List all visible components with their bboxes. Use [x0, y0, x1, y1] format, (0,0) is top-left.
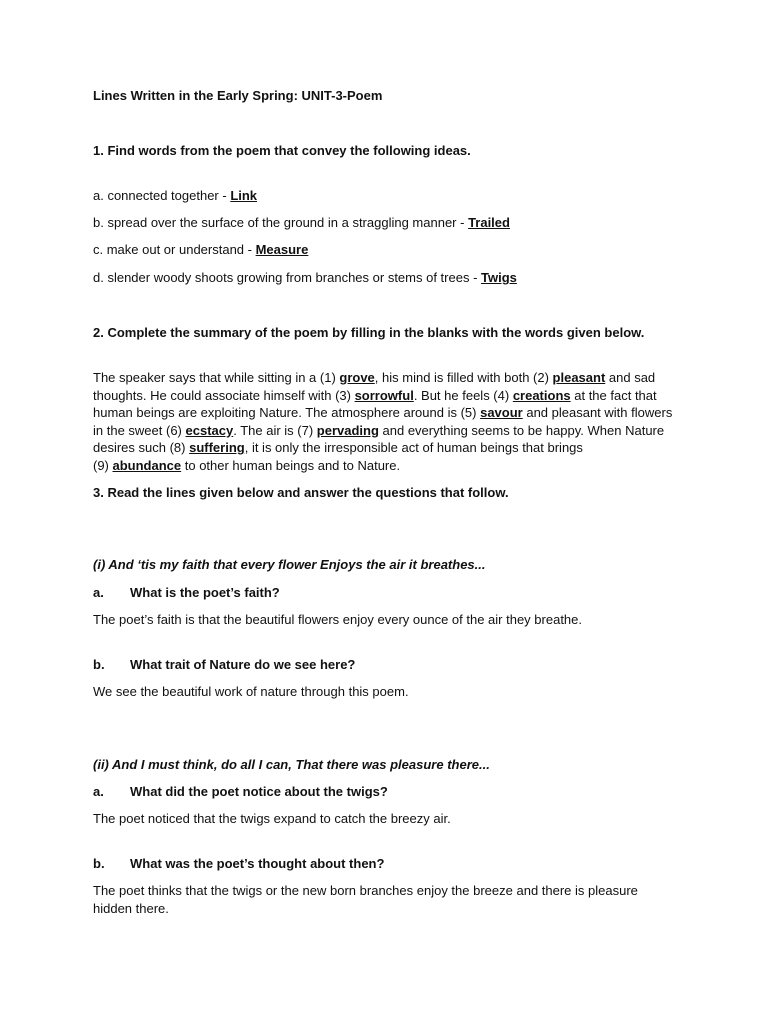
summary-text: and pleasant with flowers — [522, 405, 673, 421]
q1-item-d — [93, 269, 517, 286]
summary-text: human beings are exploiting Nature. The atmosphere around is (5) — [93, 405, 481, 421]
question-label: b. — [93, 856, 105, 871]
q1-item-c-answer: Measure — [255, 242, 309, 257]
summary-answer-8: suffering — [189, 440, 245, 456]
question-label: a. — [93, 784, 104, 799]
q1-item-a-answer: Link — [230, 188, 258, 203]
q1-item-b — [93, 214, 510, 231]
summary-text: (9) — [93, 457, 113, 473]
summary-answer-3: sorrowful — [354, 387, 414, 403]
q1-heading: 1. Find words from the poem that convey the following ideas. — [93, 143, 471, 158]
extract-2-answer-b-line-1: The poet thinks that the twigs or the new born branches enjoy the breeze and there is pleasure — [93, 883, 638, 898]
summary-text: , his mind is filled with both (2) — [374, 370, 553, 385]
q1-item-a — [93, 187, 257, 204]
summary-text: . The air is (7) — [233, 422, 317, 438]
summary-line — [93, 404, 678, 422]
summary-line — [93, 439, 678, 457]
q1-item-b-text: b. spread over the surface of the ground in a straggling manner - — [93, 215, 469, 230]
question-text: What did the poet notice about the twigs? — [130, 784, 388, 799]
summary-answer-9: abundance — [112, 457, 182, 473]
summary-text: to other human beings and to Nature. — [181, 457, 401, 473]
summary-text: thoughts. He could associate himself with (3) — [93, 387, 355, 403]
summary-answer-2: pleasant — [552, 370, 606, 385]
summary-line — [93, 369, 678, 387]
q2-summary-paragraph — [93, 369, 678, 475]
q1-item-b-answer: Trailed — [468, 215, 510, 230]
extract-1-answer-a: The poet’s faith is that the beautiful flowers enjoy every ounce of the air they breathe. — [93, 612, 582, 627]
summary-text: desires such (8) — [93, 440, 190, 456]
summary-text: . But he feels (4) — [413, 387, 513, 403]
summary-text: and everything seems to be happy. When Nature — [378, 422, 665, 438]
q1-item-a-text: a. connected together - — [93, 188, 231, 203]
summary-line — [93, 422, 678, 440]
summary-line — [93, 387, 678, 405]
summary-answer-1: grove — [339, 370, 375, 385]
document-title: Lines Written in the Early Spring: UNIT-3-Poem — [93, 88, 383, 103]
question-text: What was the poet’s thought about then? — [130, 856, 385, 871]
q1-item-c — [93, 241, 308, 258]
q1-item-c-text: c. make out or understand - — [93, 242, 256, 257]
summary-answer-4: creations — [512, 387, 571, 403]
extract-1-answer-b: We see the beautiful work of nature through this poem. — [93, 684, 409, 699]
summary-answer-5: savour — [480, 405, 523, 421]
extract-2-quote: (ii) And I must think, do all I can, That there was pleasure there... — [93, 757, 490, 772]
question-text: What is the poet’s faith? — [130, 585, 280, 600]
extract-1-quote: (i) And ‘tis my faith that every flower Enjoys the air it breathes... — [93, 557, 486, 572]
question-label: a. — [93, 585, 104, 600]
extract-2-question-b — [93, 855, 384, 872]
q3-heading: 3. Read the lines given below and answer the questions that follow. — [93, 485, 509, 500]
q2-heading: 2. Complete the summary of the poem by filling in the blanks with the words given below. — [93, 325, 645, 340]
summary-text: in the sweet (6) — [93, 422, 186, 438]
summary-line — [93, 457, 678, 475]
extract-1-question-b — [93, 656, 355, 673]
summary-text: and sad — [605, 370, 656, 385]
question-label: b. — [93, 657, 105, 672]
extract-2-question-a — [93, 783, 388, 800]
summary-answer-7: pervading — [316, 422, 379, 438]
summary-text: at the fact that — [570, 387, 657, 403]
summary-text: , it is only the irresponsible act of human beings that brings — [244, 440, 583, 456]
question-text: What trait of Nature do we see here? — [130, 657, 356, 672]
extract-1-question-a — [93, 584, 280, 601]
extract-2-answer-a: The poet noticed that the twigs expand to catch the breezy air. — [93, 811, 451, 826]
summary-answer-6: ecstacy — [185, 422, 234, 438]
q1-item-d-text: d. slender woody shoots growing from branches or stems of trees - — [93, 270, 482, 285]
summary-text: The speaker says that while sitting in a (1) — [93, 370, 340, 385]
q1-item-d-answer: Twigs — [481, 270, 517, 285]
extract-2-answer-b-line-2: hidden there. — [93, 901, 169, 916]
